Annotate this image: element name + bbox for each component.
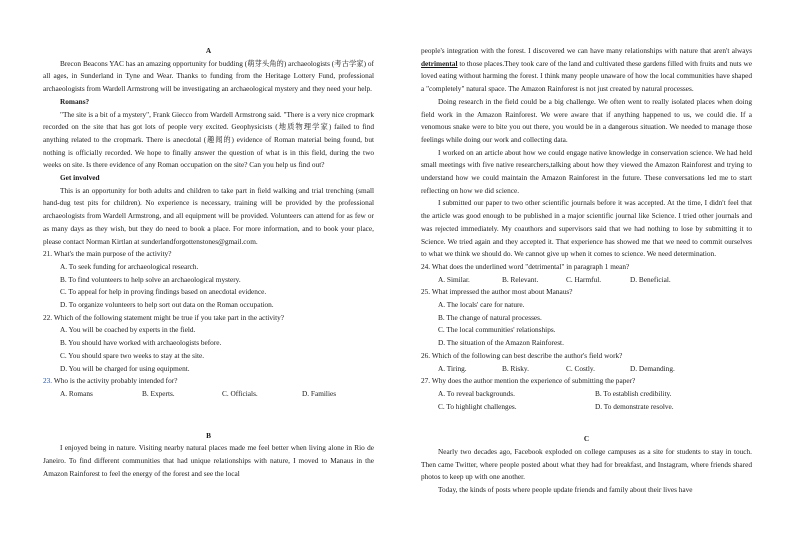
section-b-paragraph-4: I submitted our paper to two other scientific journals before it was accepted. At the time, I didn't feel that the article was good enough to be published in a major scientific journal like Science. I tried other journals and was rejected immediately. My coauthors and supervisors said that we had nothing to lose by submitting it to Science. We tried again and they accepted it. That experience has showed me that we need to commit ourselves to what we think we should do. We cannot give up when it comes to science. We need determination. <box>421 198 752 259</box>
question-22-option-c: C. You should spare two weeks to stay at the site. <box>60 350 205 360</box>
question-23-option-b: B. Experts. <box>142 388 175 398</box>
section-a-intro: Brecon Beacons YAC has an amazing opportunity for budding (萌芽头角的) archaeologists (考古学家) of all ages, in Sunderland in Tyne and Wear. Thanks to funding from the Heritage Lottery Fund, professional archaeologists from Wardell Armstrong will be investigating an archaeological mystery and they need your help. <box>43 58 374 94</box>
question-26-options <box>421 363 752 376</box>
paragraph-text: people's integration with the forest. I discovered we can have many relationships with nature that aren't always <box>421 46 752 55</box>
question-25-stem: 25. What impressed the author most about Manaus? <box>421 287 573 297</box>
question-21-option-b: B. To find volunteers to help solve an archaeological mystery. <box>60 274 241 284</box>
section-b-paragraph-2: Doing research in the field could be a big challenge. We often went to really isolated places when doing field work in the Amazon Rainforest. We were aware that if anything happened to us, we could die. If a venomous snake were to bite you out there, you would be in a dangerous situation. We needed to manage those feelings while doing our work and collecting data. <box>421 96 752 144</box>
question-23-options <box>43 388 374 401</box>
question-27-option-b: B. To establish credibility. <box>595 388 672 398</box>
question-21-option-a: A. To seek funding for archaeological research. <box>60 261 199 271</box>
right-column <box>421 45 752 497</box>
question-22-option-b: B. You should have worked with archaeologists before. <box>60 338 222 348</box>
question-24-option-c: C. Harmful. <box>566 274 602 284</box>
question-24 <box>421 261 752 286</box>
question-23-stem: Who is the activity probably intended for? <box>53 376 178 386</box>
section-a-title: A <box>205 46 212 55</box>
heading-romans: Romans? <box>60 96 90 106</box>
underlined-word-detrimental: detrimental <box>421 58 458 68</box>
question-21-option-c: C. To appeal for help in proving findings based on anecdotal evidence. <box>60 287 267 297</box>
question-25-option-d: D. The situation of the Amazon Rainforest. <box>438 338 564 348</box>
section-c-paragraph-2: Today, the kinds of posts where people update friends and family about their lives have <box>438 485 693 495</box>
question-24-stem: 24. What does the underlined word "detrimental" in paragraph 1 mean? <box>421 261 630 271</box>
question-25-option-a: A. The locals' care for nature. <box>438 300 525 310</box>
question-23-option-a: A. Romans <box>60 388 93 398</box>
question-21 <box>43 248 374 312</box>
question-21-option-d: D. To organize volunteers to help sort out data on the Roman occupation. <box>60 300 274 310</box>
section-b-paragraph-1-cont <box>421 45 752 96</box>
question-26-option-d: D. Demanding. <box>630 363 675 373</box>
question-22-option-d: D. You will be charged for using equipment. <box>60 363 190 373</box>
question-26-option-a: A. Tiring. <box>438 363 467 373</box>
question-26 <box>421 350 752 375</box>
section-gap <box>421 413 752 433</box>
question-23-number: 23. <box>43 376 53 386</box>
paragraph-text: to those places.They took care of the land and cultivated these gardens filled with fruits and nuts we loved eating without harming the forest. I think many people unaware of how the local communities have shaped a "completely" natural space. The Amazon Rainforest is not just created by natural processes. <box>421 58 752 94</box>
question-26-option-c: C. Costly. <box>566 363 595 373</box>
get-involved-paragraph: This is an opportunity for both adults and children to take part in field walking and trial trenching (small hand-dug test pits for children). No experience is necessary, training will be provided by the professional archaeologists from Wardell Armstrong, and all equipment will be provided. Volunteers can attend for as few or as many days as they wish, but they do need to book a place. For more information, and to book your place, please contact Norman Kirtlan at sunderlandforgottenstones@gmail.com. <box>43 185 374 246</box>
question-23-stem-line <box>43 375 374 388</box>
question-27-stem: 27. Why does the author mention the experience of submitting the paper? <box>421 376 636 386</box>
question-27-option-a: A. To reveal backgrounds. <box>438 388 515 398</box>
question-27-option-c: C. To highlight challenges. <box>438 401 517 411</box>
question-26-stem: 26. Which of the following can best describe the author's field work? <box>421 350 623 360</box>
section-b-title: B <box>206 430 211 440</box>
question-22-stem: 22. Which of the following statement might be true if you take part in the activity? <box>43 312 285 322</box>
section-b-paragraph-3: I worked on an article about how we could engage native knowledge in conservation science. We had held small meetings with five native researchers,talking about how they viewed the Amazon Rainforest and trying to understand how we could maintain the Amazon Rainforest in the future. These conversations led me to start reflecting on how we did science. <box>421 147 752 195</box>
question-24-option-a: A. Similar. <box>438 274 470 284</box>
section-gap <box>43 401 374 430</box>
section-b-paragraph-1: I enjoyed being in nature. Visiting nearby natural places made me feel better when living alone in Rio de Janeiro. To find different communities that had unique relationships with nature, I moved to Manaus in the Amazon Rainforest to feel the energy of the forest and see the local <box>43 443 374 478</box>
romans-paragraph: "The site is a bit of a mystery", Frank Giecco from Wardell Armstrong said. "There is a very nice cropmark recorded on the site that has got lots of people very excited. Geophysicists (地质物理学家) failed to find anything related to the cropmark. There is anecdotal (趣闻的) evidence of Roman material being found, but nothing is officially recorded. We hope to finally answer the question of what is in this field, during the two weeks on site. Is there evidence of any Roman occupation on the site? Can you help us find out? <box>43 109 374 170</box>
section-c-paragraph-1: Nearly two decades ago, Facebook exploded on college campuses as a site for students to stay in touch. Then came Twitter, where people posted about what they had for breakfast, and Instagram, where friends shared photos to keep up with one another. <box>421 447 752 482</box>
question-24-options <box>421 274 752 287</box>
question-26-option-b: B. Risky. <box>502 363 529 373</box>
question-25-option-b: B. The change of natural processes. <box>438 312 542 322</box>
heading-get-involved: Get involved <box>60 173 100 183</box>
question-25-option-c: C. The local communities' relationships. <box>438 325 556 335</box>
question-22-option-a: A. You will be coached by experts in the field. <box>60 325 196 335</box>
question-24-option-b: B. Relevant. <box>502 274 539 284</box>
question-25 <box>421 286 752 350</box>
section-c-title: C <box>583 434 590 444</box>
question-21-stem: 21. What's the main purpose of the activity? <box>43 249 172 259</box>
question-23-option-c: C. Officials. <box>222 388 258 398</box>
question-27-options-row-2 <box>421 401 752 414</box>
left-column <box>43 45 374 480</box>
question-22 <box>43 312 374 376</box>
question-24-option-d: D. Beneficial. <box>630 274 671 284</box>
question-23-option-d: D. Families <box>302 388 337 398</box>
question-27-option-d: D. To demonstrate resolve. <box>595 401 674 411</box>
question-27 <box>421 375 752 413</box>
question-23 <box>43 375 374 400</box>
question-27-options-row-1 <box>421 388 752 401</box>
